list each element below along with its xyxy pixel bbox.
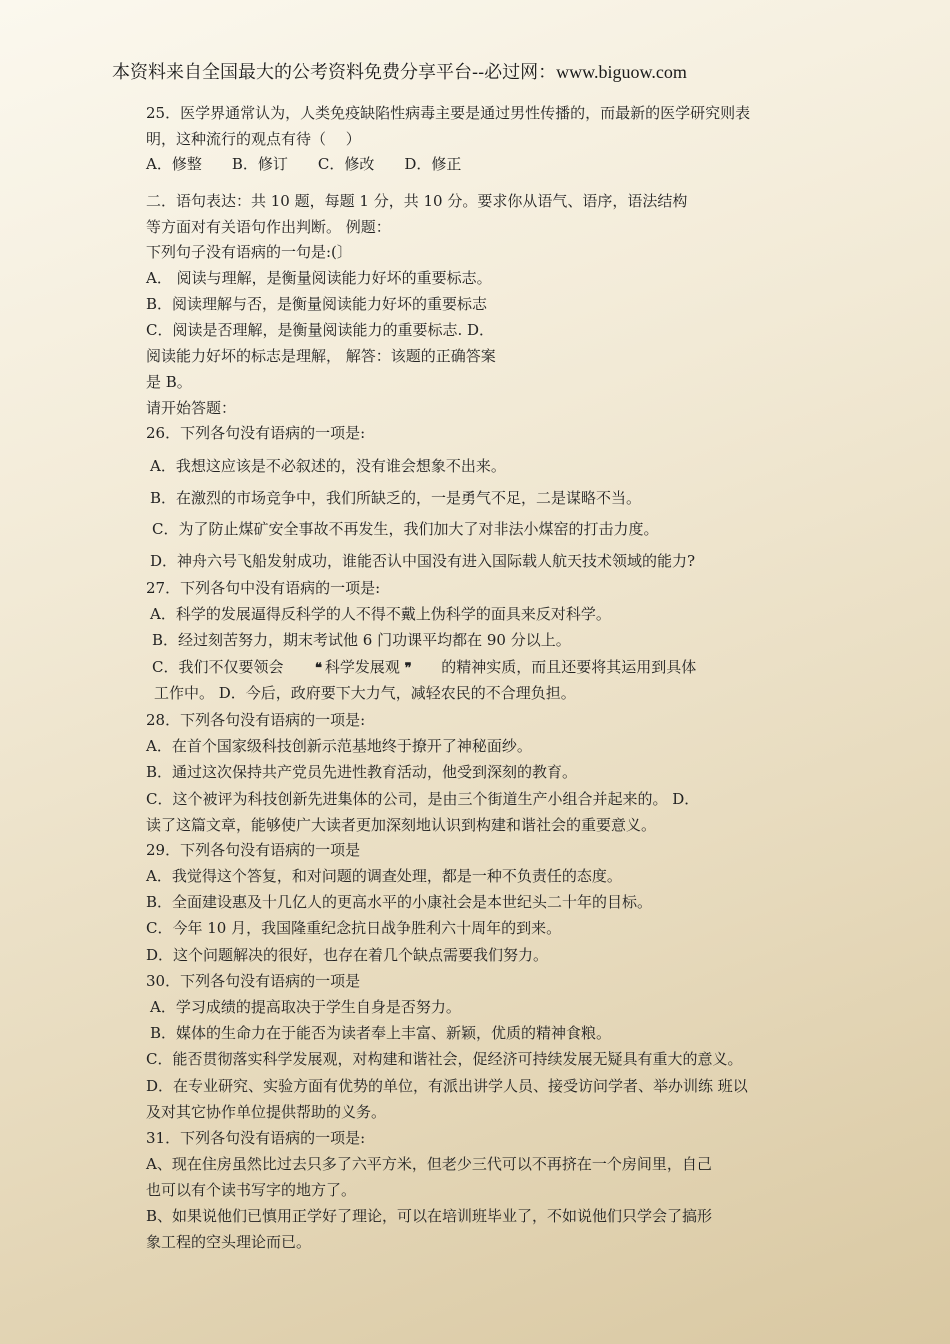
example-option-b: B．阅读理解与否，是衡量阅读能力好坏的重要标志 [146,295,488,313]
q29-stem: 29．下列各句没有语病的一项是 [146,841,361,859]
start-prompt: 请开始答题： [146,399,237,417]
section2-intro-line2: 等方面对有关语句作出判断。 例题： [146,218,391,236]
q31-option-b-line2: 象工程的空头理论而已。 [146,1233,312,1251]
q25-options: A．修整 B．修订 C．修改 D．修正 [146,155,462,173]
q31-option-a-line1: A、现在住房虽然比过去只多了六平方米，但老少三代可以不再挤在一个房间里，自己 [146,1155,712,1173]
header-text: 本资料来自全国最大的公考资料免费分享平台--必过网： [112,62,557,83]
q25-stem-line1: 25．医学界通常认为，人类免疫缺陷性病毒主要是通过男性传播的，而最新的医学研究则表 [146,104,751,122]
q28-option-c: C．这个被评为科技创新先进集体的公司，是由三个街道生产小组合并起来的。 D． [146,790,700,808]
q30-option-d-line2: 及对其它协作单位提供帮助的义务。 [146,1103,387,1121]
q25-stem-line2: 明，这种流行的观点有待（ ） [146,130,361,148]
q26-option-d: D．神舟六号飞船发射成功，谁能否认中国没有进入国际载人航天技术领域的能力? [150,552,696,570]
q29-option-a: A．我觉得这个答复，和对问题的调查处理，都是一种不负责任的态度。 [146,867,622,885]
q30-option-a: A．学习成绩的提高取决于学生自身是否努力。 [150,998,461,1016]
q28-stem: 28．下列各句没有语病的一项是: [146,711,366,729]
header-url: www.biguow.com [556,62,687,82]
close-quote-mark: ❞ [404,661,410,676]
q26-option-c: C．为了防止煤矿安全事故不再发生，我们加大了对非法小煤窑的打击力度。 [152,520,659,538]
q28-option-d: 读了这篇文章，能够使广大读者更加深刻地认识到构建和谐社会的重要意义。 [146,816,657,834]
example-option-d: 阅读能力好坏的标志是理解， 解答：该题的正确答案 [146,347,496,365]
q30-option-d-line1: D．在专业研究、实验方面有优势的单位，有派出讲学人员、接受访问学者、举办训练 班以 [146,1077,748,1095]
example-stem: 下列句子没有语病的一句是:(〕 [146,243,352,261]
example-option-a: A． 阅读与理解，是衡量阅读能力好坏的重要标志。 [146,269,492,287]
q27-term: 科学发展观 [324,658,400,676]
q26-option-b: B．在激烈的市场竞争中，我们所缺乏的，一是勇气不足，二是谋略不当。 [150,489,642,507]
q31-stem: 31．下列各句没有语病的一项是: [146,1129,366,1147]
q27-option-c [152,657,696,679]
example-option-c: C．阅读是否理解，是衡量阅读能力的重要标志. D． [146,321,495,339]
q27-option-c-part2: 的精神实质，而且还要将其运用到具体 [441,658,697,676]
open-quote-mark: ❝ [315,661,321,676]
q30-option-c: C．能否贯彻落实科学发展观，对构建和谐社会，促经济可持续发展无疑具有重大的意义。 [146,1050,743,1068]
q30-stem: 30．下列各句没有语病的一项是 [146,972,361,990]
q28-option-a: A．在首个国家级科技创新示范基地终于撩开了神秘面纱。 [146,737,532,755]
q29-option-b: B．全面建设惠及十几亿人的更高水平的小康社会是本世纪头二十年的目标。 [146,893,653,911]
q30-option-b: B．媒体的生命力在于能否为读者奉上丰富、新颖，优质的精神食粮。 [150,1024,612,1042]
q27-option-b: B．经过刻苦努力，期末考试他 6 门功课平均都在 90 分以上。 [152,631,571,649]
q31-option-b-line1: B、如果说他们已慎用正学好了理论，可以在培训班毕业了，不如说他们只学会了搞形 [146,1207,713,1225]
section2-intro-line1: 二．语句表达：共 10 题，每题 1 分，共 10 分。要求你从语气、语序，语法结构 [146,192,688,210]
q27-option-a: A．科学的发展逼得反科学的人不得不戴上伪科学的面具来反对科学。 [150,605,611,623]
q27-option-c-part1: C．我们不仅要领会 [152,658,284,676]
q27-option-c-line2: 工作中。 D．今后，政府要下大力气，减轻农民的不合理负担。 [154,684,576,702]
q26-stem: 26．下列各句没有语病的一项是: [146,424,366,442]
q26-option-a: A．我想这应该是不必叙述的，没有谁会想象不出来。 [150,457,506,475]
q31-option-a-line2: 也可以有个读书写字的地方了。 [146,1181,357,1199]
example-answer: 是 B。 [146,373,192,391]
q29-option-c: C．今年 10 月，我国隆重纪念抗日战争胜利六十周年的到来。 [146,919,562,937]
q28-option-b: B．通过这次保持共产党员先进性教育活动，他受到深刻的教育。 [146,763,578,781]
q27-stem: 27．下列各句中没有语病的一项是: [146,579,381,597]
q29-option-d: D．这个问题解决的很好，也存在着几个缺点需要我们努力。 [146,946,549,964]
